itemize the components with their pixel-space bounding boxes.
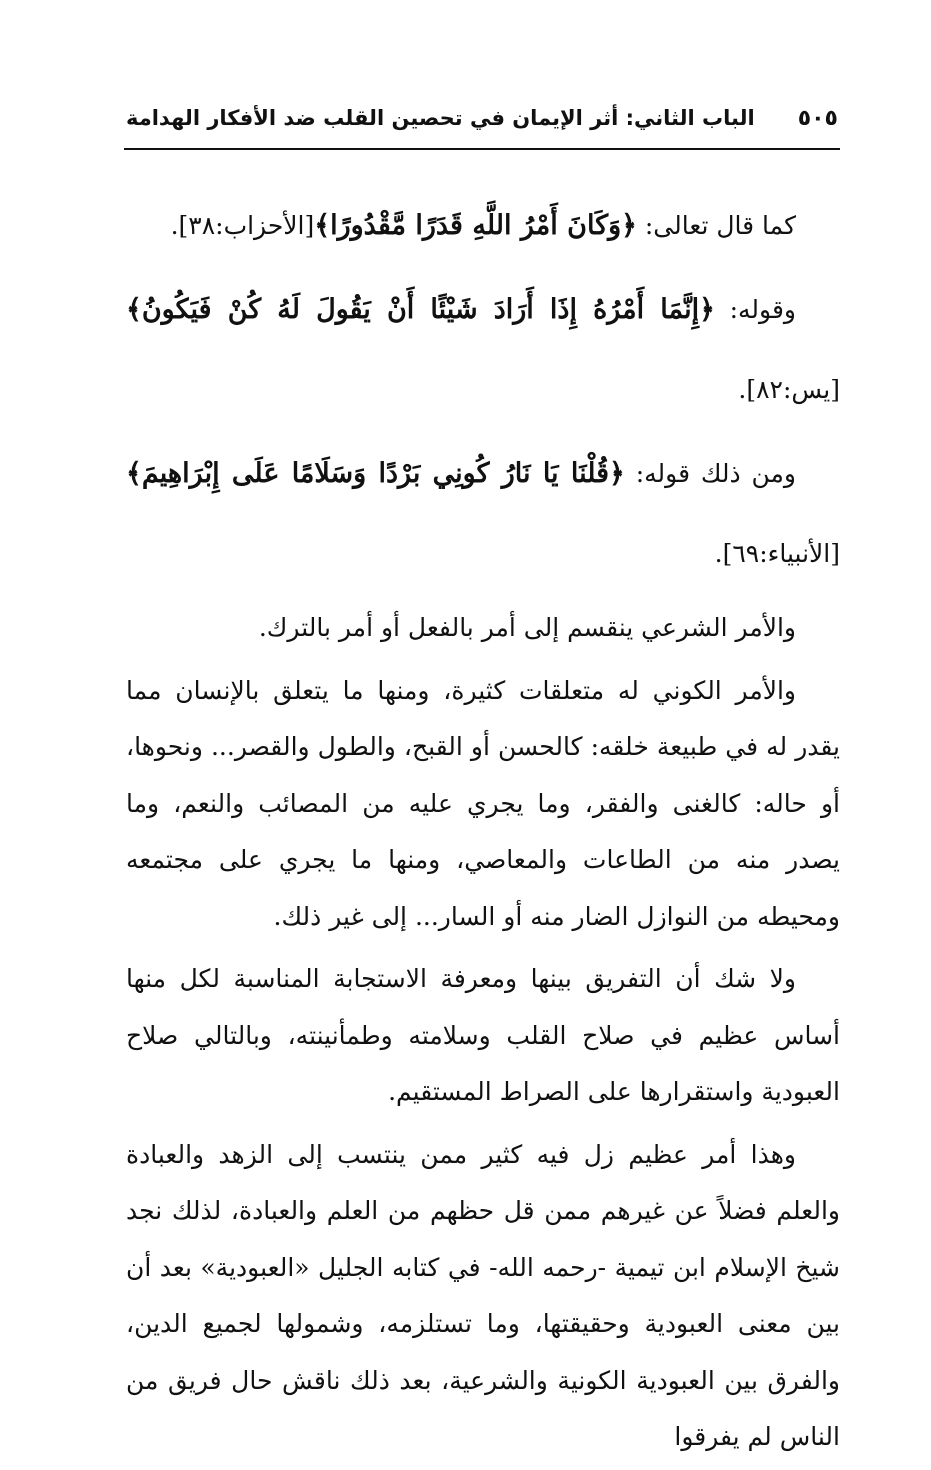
verse-paragraph-ahzab	[126, 186, 840, 266]
quran-verse: ﴿قُلْنَا يَا نَارُ كُونِي بَرْدًا وَسَلَامًا عَلَى إِبْرَاهِيمَ﴾	[126, 458, 625, 489]
running-title: الباب الثاني: أثر الإيمان في تحصين القلب ضد الأفكار الهدامة	[126, 106, 755, 130]
verse-reference: [الأحزاب:٣٨].	[170, 211, 315, 240]
quran-verse: ﴿وَكَانَ أَمْرُ اللَّهِ قَدَرًا مَّقْدُورًا﴾	[314, 210, 637, 241]
intro-text: كما قال تعالى:	[636, 211, 796, 240]
intro-text: ومن ذلك قوله:	[624, 459, 796, 488]
verse-paragraph-anbiya	[126, 434, 840, 594]
paragraph: والأمر الشرعي ينقسم إلى أمر بالفعل أو أمر بالترك.	[258, 613, 796, 642]
paragraph: والأمر الكوني له متعلقات كثيرة، ومنها ما يتعلق بالإنسان مما يقدر له في طبيعة خلقه: كالحسن أو القبح، والطول والقصر... ونحوها، أو حاله: كالغنى والفقر، وما يجري عليه من المصائب والنعم، وما يصدر منه من الطاعات والمعاصي، ومنها ما يجري على مجتمعه ومحيطه من النوازل الضار منه أو السار... إلى غير ذلك.	[126, 675, 840, 931]
page-number: ٥٠٥	[797, 105, 838, 131]
paragraph: ولا شك أن التفريق بينها ومعرفة الاستجابة المناسبة لكل منها أساس عظيم في صلاح القلب وسلامته وطمأنينته، وبالتالي صلاح العبودية واستقرارها على الصراط المستقيم.	[126, 964, 840, 1106]
page-body	[126, 186, 840, 1470]
page-header	[126, 98, 838, 138]
intro-text: وقوله:	[714, 295, 796, 324]
verse-reference: [يس:٨٢].	[738, 375, 840, 404]
header-divider	[124, 148, 840, 150]
verse-reference: [الأنبياء:٦٩].	[714, 539, 840, 568]
quran-verse: ﴿إِنَّمَا أَمْرُهُ إِذَا أَرَادَ شَيْئًا أَنْ يَقُولَ لَهُ كُنْ فَيَكُونُ﴾	[126, 294, 715, 325]
verse-paragraph-yasin	[126, 270, 840, 430]
paragraph: وهذا أمر عظيم زل فيه كثير ممن ينتسب إلى الزهد والعبادة والعلم فضلاً عن غيرهم ممن قل حظهم من العلم والعبادة، لذلك نجد شيخ الإسلام ابن تيمية -رحمه الله- في كتابه الجليل «العبودية» بعد أن بين معنى العبودية وحقيقتها، وما تستلزمه، وشمولها لجميع الدين، والفرق بين العبودية الكونية والشرعية، بعد ذلك ناقش حال فريق من الناس لم يفرقوا	[126, 1139, 840, 1451]
